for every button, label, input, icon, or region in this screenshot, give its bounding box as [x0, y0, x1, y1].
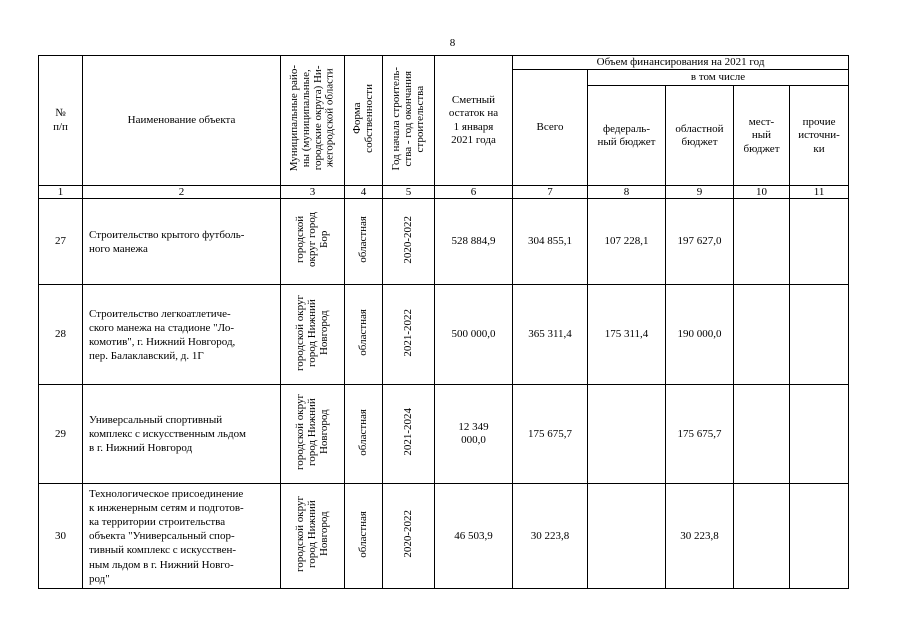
header-name: Наименование объекта [83, 56, 281, 186]
row-federal: 175 311,4 [588, 285, 666, 385]
row-object-name: Универсальный спортивный комплекс с искусственным льдом в г. Нижний Новгород [83, 385, 281, 484]
column-number: 11 [790, 186, 849, 199]
row-years: 2020-2022 [383, 199, 435, 285]
row-local [734, 285, 790, 385]
header-regional: областной бюджет [666, 86, 734, 186]
row-num: 28 [39, 285, 83, 385]
row-total: 30 223,8 [513, 484, 588, 589]
row-local [734, 484, 790, 589]
row-federal [588, 484, 666, 589]
page-number: 8 [449, 37, 456, 49]
row-balance: 12 349 000,0 [435, 385, 513, 484]
column-number: 1 [39, 186, 83, 199]
row-municipality: городской округ город Нижний Новгород [281, 285, 345, 385]
row-other [790, 484, 849, 589]
column-number: 3 [281, 186, 345, 199]
row-balance: 528 884,9 [435, 199, 513, 285]
row-municipality: городской округ город Бор [281, 199, 345, 285]
row-regional: 197 627,0 [666, 199, 734, 285]
column-number: 6 [435, 186, 513, 199]
row-ownership: областная [345, 199, 383, 285]
table-row [39, 285, 849, 385]
row-years: 2021-2022 [383, 285, 435, 385]
row-municipality: городской округ город Нижний Новгород [281, 484, 345, 589]
row-balance: 500 000,0 [435, 285, 513, 385]
column-number: 9 [666, 186, 734, 199]
column-number: 8 [588, 186, 666, 199]
header-federal: федераль- ный бюджет [588, 86, 666, 186]
row-other [790, 385, 849, 484]
row-object-name: Строительство легкоатлетиче- ского манежа на стадионе "Ло- комотив", г. Нижний Новгород, пер. Балаклавский, д. 1Г [83, 285, 281, 385]
row-federal: 107 228,1 [588, 199, 666, 285]
header-municipality: Муниципальные райо- ны (муниципальные, городские округа) Ни- жегородской области [281, 56, 345, 186]
row-num: 29 [39, 385, 83, 484]
row-years: 2021-2024 [383, 385, 435, 484]
row-regional: 190 000,0 [666, 285, 734, 385]
row-num: 27 [39, 199, 83, 285]
row-regional: 30 223,8 [666, 484, 734, 589]
row-regional: 175 675,7 [666, 385, 734, 484]
table-row [39, 484, 849, 589]
header-total: Всего [513, 70, 588, 186]
header-other: прочие источни- ки [790, 86, 849, 186]
column-numbers-row [39, 186, 849, 199]
table-row [39, 385, 849, 484]
header-years: Год начала строитель- ства - год окончания строительства [383, 56, 435, 186]
header-balance: Сметный остаток на 1 января 2021 года [435, 56, 513, 186]
header-local: мест- ный бюджет [734, 86, 790, 186]
column-number: 5 [383, 186, 435, 199]
row-other [790, 199, 849, 285]
row-municipality: городской округ город Нижний Новгород [281, 385, 345, 484]
row-other [790, 285, 849, 385]
financing-table [38, 55, 849, 589]
row-federal [588, 385, 666, 484]
column-number: 2 [83, 186, 281, 199]
row-ownership: областная [345, 285, 383, 385]
row-object-name: Технологическое присоединение к инженерным сетям и подготов- ка территории строительства объекта "Универсальный спор- тивный комплекс с искусствен- ным льдом в г. Нижний Новго- род" [83, 484, 281, 589]
row-balance: 46 503,9 [435, 484, 513, 589]
row-ownership: областная [345, 484, 383, 589]
row-total: 175 675,7 [513, 385, 588, 484]
row-years: 2020-2022 [383, 484, 435, 589]
row-object-name: Строительство крытого футболь- ного манежа [83, 199, 281, 285]
row-total: 365 311,4 [513, 285, 588, 385]
column-number: 7 [513, 186, 588, 199]
column-number: 10 [734, 186, 790, 199]
table-row [39, 199, 849, 285]
row-total: 304 855,1 [513, 199, 588, 285]
row-num: 30 [39, 484, 83, 589]
header-ownership: Форма собственности [345, 56, 383, 186]
header-including: в том числе [588, 70, 849, 86]
column-number: 4 [345, 186, 383, 199]
header-num: № п/п [39, 56, 83, 186]
header-funding-title: Объем финансирования на 2021 год [513, 56, 849, 70]
row-local [734, 385, 790, 484]
row-local [734, 199, 790, 285]
row-ownership: областная [345, 385, 383, 484]
